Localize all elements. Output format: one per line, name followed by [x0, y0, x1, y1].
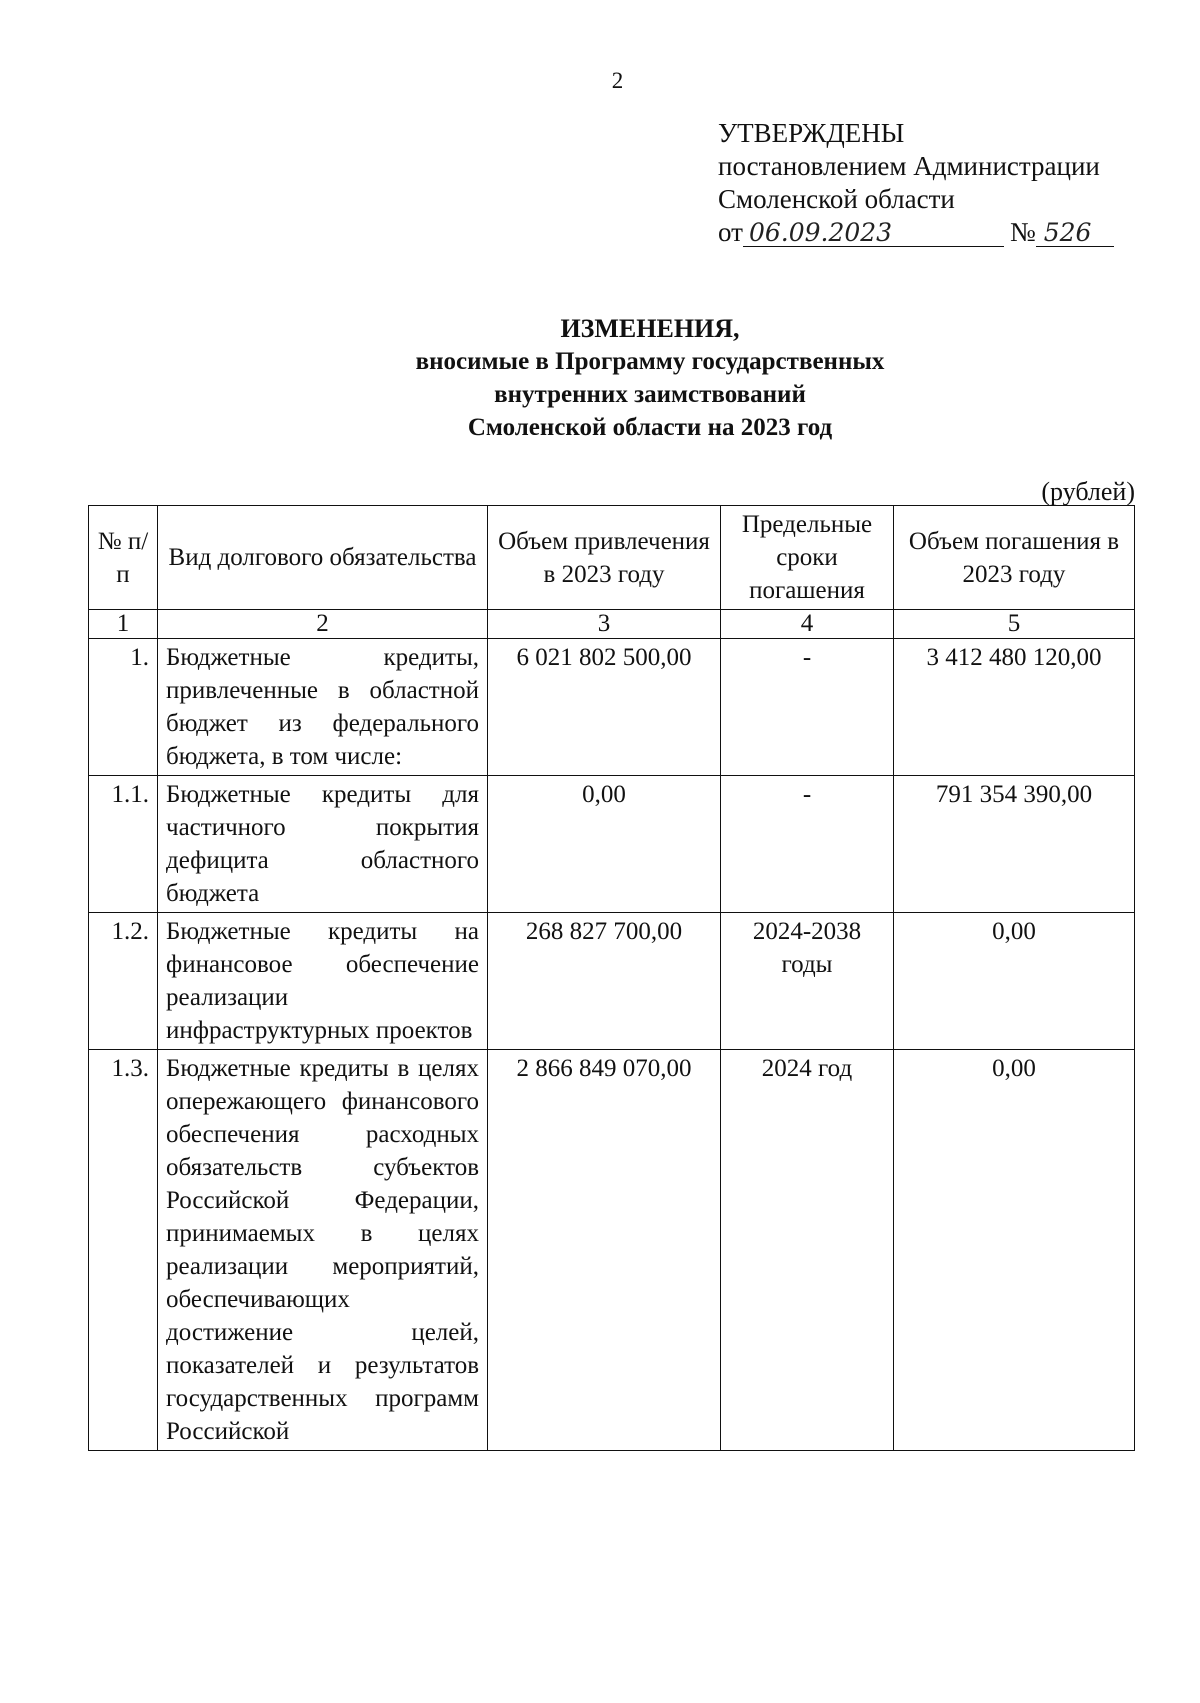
- handwritten-date: 06.09.2023: [743, 220, 1004, 247]
- row-raised-volume: 268 827 700,00: [488, 913, 721, 1050]
- number-sign: №: [1009, 217, 1036, 247]
- approval-heading: УТВЕРЖДЕНЫ: [718, 118, 905, 148]
- column-index: 3: [488, 610, 721, 639]
- row-repayment-term: 2024-2038 годы: [721, 913, 894, 1050]
- row-number: 1.: [89, 639, 158, 776]
- row-obligation-name: Бюджетные кредиты для частичного покрытия дефицита областного бюджета: [158, 776, 488, 913]
- row-obligation-name: Бюджетные кредиты, привлеченные в областной бюджет из федерального бюджета, в том числе:: [158, 639, 488, 776]
- header-obligation-type: Вид долгового обязательства: [158, 506, 488, 610]
- approval-line-region: Смоленской области: [718, 184, 955, 214]
- table-row: [89, 639, 1135, 776]
- row-raised-volume: 0,00: [488, 776, 721, 913]
- row-number: 1.3.: [89, 1050, 158, 1451]
- title-line-4: Смоленской области на 2023 год: [467, 414, 833, 441]
- row-repayment-term: 2024 год: [721, 1050, 894, 1451]
- column-index: 2: [158, 610, 488, 639]
- row-repayment-term: -: [721, 639, 894, 776]
- column-index: 5: [894, 610, 1135, 639]
- row-raised-volume: 2 866 849 070,00: [488, 1050, 721, 1451]
- header-repaid-volume: Объем погашения в 2023 году: [894, 506, 1135, 610]
- table-header-row: [89, 506, 1135, 610]
- page-number: 2: [611, 68, 624, 93]
- approval-line-decree: постановлением Администрации: [718, 151, 1100, 181]
- handwritten-number: 526: [1036, 220, 1114, 247]
- approval-date-line: [718, 216, 1114, 249]
- column-index: 1: [89, 610, 158, 639]
- column-index-row: [89, 610, 1135, 639]
- table-row: [89, 1050, 1135, 1451]
- title-line-3: внутренних заимствований: [494, 381, 806, 408]
- date-prefix: от: [718, 217, 743, 247]
- header-number: № п/п: [89, 506, 158, 610]
- document-title: [0, 312, 1200, 444]
- header-raised-volume: Объем привлечения в 2023 году: [488, 506, 721, 610]
- title-line-2: вносимые в Программу государственных: [415, 348, 885, 375]
- title-main: ИЗМЕНЕНИЯ,: [560, 314, 740, 343]
- row-repaid-volume: 3 412 480 120,00: [894, 639, 1135, 776]
- row-number: 1.2.: [89, 913, 158, 1050]
- header-repayment-term: Предельные сроки погашения: [721, 506, 894, 610]
- borrowings-table: [88, 505, 1135, 1451]
- row-repaid-volume: 0,00: [894, 1050, 1135, 1451]
- row-raised-volume: 6 021 802 500,00: [488, 639, 721, 776]
- table-row: [89, 913, 1135, 1050]
- row-repaid-volume: 791 354 390,00: [894, 776, 1135, 913]
- row-repaid-volume: 0,00: [894, 913, 1135, 1050]
- row-repayment-term: -: [721, 776, 894, 913]
- row-number: 1.1.: [89, 776, 158, 913]
- table-row: [89, 776, 1135, 913]
- row-obligation-name: Бюджетные кредиты на финансовое обеспечение реализации инфраструктурных проектов: [158, 913, 488, 1050]
- column-index: 4: [721, 610, 894, 639]
- approval-block: [718, 117, 1114, 249]
- row-obligation-name: Бюджетные кредиты в целях опережающего финансового обеспечения расходных обязательств субъектов Российской Федерации, принимаемых в целях реализации мероприятий, обеспечивающих достижение целей, показателей и результатов государственных программ Российской: [158, 1050, 488, 1451]
- units-label: (рублей): [1041, 477, 1135, 506]
